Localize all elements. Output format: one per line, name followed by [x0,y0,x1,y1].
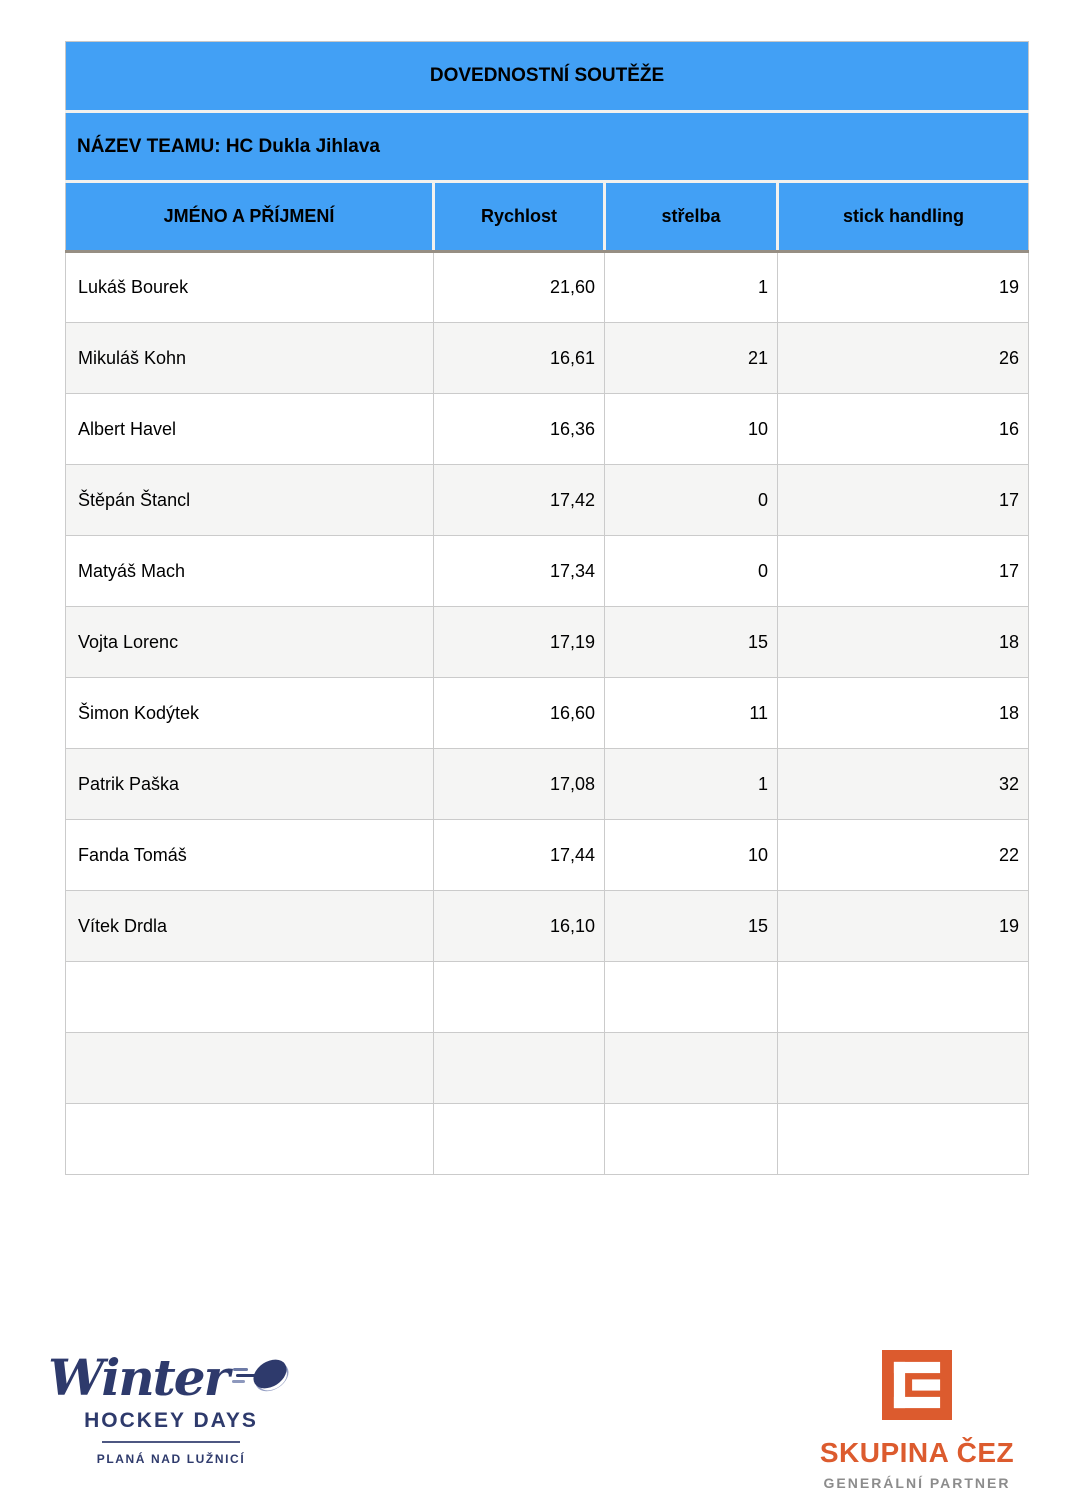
player-name-cell: Vítek Drdla [66,891,434,962]
table-row [66,749,1029,820]
player-name-cell: Mikuláš Kohn [66,323,434,394]
player-name-cell: Patrik Paška [66,749,434,820]
strelba-cell [605,1033,778,1104]
rychlost-cell: 17,08 [434,749,605,820]
strelba-cell [605,962,778,1033]
team-name-row [66,112,1029,182]
table-row [66,465,1029,536]
table-row-empty [66,1104,1029,1175]
strelba-cell: 15 [605,891,778,962]
skills-table [65,41,1028,1175]
stick-handling-cell: 26 [778,323,1029,394]
team-name: NÁZEV TEAMU: HC Dukla Jihlava [66,112,1029,182]
rychlost-cell [434,962,605,1033]
table-row-empty [66,1033,1029,1104]
stick-handling-cell: 32 [778,749,1029,820]
hockey-puck-icon [232,1348,294,1407]
stick-handling-cell [778,1104,1029,1175]
winter-logo-tagline: PLANÁ NAD LUŽNICÍ [96,1452,246,1466]
rychlost-cell: 16,10 [434,891,605,962]
table-row [66,536,1029,607]
stick-handling-cell: 18 [778,678,1029,749]
winter-logo-subtitle: HOCKEY DAYS [84,1409,258,1432]
table-row [66,607,1029,678]
player-name-cell [66,1033,434,1104]
stick-handling-cell [778,962,1029,1033]
table-row [66,820,1029,891]
stick-handling-cell: 19 [778,891,1029,962]
rychlost-cell [434,1104,605,1175]
rychlost-cell: 17,19 [434,607,605,678]
strelba-cell: 15 [605,607,778,678]
strelba-cell [605,1104,778,1175]
table-row-empty [66,962,1029,1033]
column-header-rychlost: Rychlost [434,182,605,252]
cez-emblem-icon [882,1350,952,1420]
player-name-cell: Štěpán Štancl [66,465,434,536]
rychlost-cell: 16,60 [434,678,605,749]
stick-handling-cell: 19 [778,252,1029,323]
rychlost-cell: 16,61 [434,323,605,394]
cez-logo-subtitle: GENERÁLNÍ PARTNER [823,1475,1011,1491]
player-name-cell: Matyáš Mach [66,536,434,607]
player-name-cell [66,962,434,1033]
rychlost-cell: 17,44 [434,820,605,891]
player-name-cell: Albert Havel [66,394,434,465]
rychlost-cell: 17,34 [434,536,605,607]
table-title: DOVEDNOSTNÍ SOUTĚŽE [66,42,1029,112]
stick-handling-cell: 16 [778,394,1029,465]
table-row [66,394,1029,465]
table-row [66,323,1029,394]
winter-logo-divider [102,1441,240,1443]
column-header-name: JMÉNO A PŘÍJMENÍ [66,182,434,252]
strelba-cell: 11 [605,678,778,749]
cez-logo-name: SKUPINA ČEZ [819,1437,1015,1468]
player-name-cell: Šimon Kodýtek [66,678,434,749]
strelba-cell: 0 [605,536,778,607]
stick-handling-cell [778,1033,1029,1104]
stick-handling-cell: 22 [778,820,1029,891]
rychlost-cell: 16,36 [434,394,605,465]
stick-handling-cell: 17 [778,465,1029,536]
strelba-cell: 10 [605,394,778,465]
player-name-cell: Lukáš Bourek [66,252,434,323]
strelba-cell: 10 [605,820,778,891]
column-header-strelba: střelba [605,182,778,252]
table-row [66,678,1029,749]
table-row [66,252,1029,323]
column-header-row [66,182,1029,252]
table-title-row [66,42,1029,112]
rychlost-cell: 17,42 [434,465,605,536]
strelba-cell: 1 [605,749,778,820]
player-name-cell: Fanda Tomáš [66,820,434,891]
player-name-cell: Vojta Lorenc [66,607,434,678]
stick-handling-cell: 17 [778,536,1029,607]
rychlost-cell [434,1033,605,1104]
strelba-cell: 21 [605,323,778,394]
column-header-stick-handling: stick handling [778,182,1029,252]
stick-handling-cell: 18 [778,607,1029,678]
player-name-cell [66,1104,434,1175]
winter-hockey-days-logo [48,1348,284,1466]
table-row [66,891,1029,962]
rychlost-cell: 21,60 [434,252,605,323]
winter-logo-wordmark: Winter [48,1348,228,1407]
strelba-cell: 1 [605,252,778,323]
strelba-cell: 0 [605,465,778,536]
skupina-cez-logo [795,1332,1039,1498]
